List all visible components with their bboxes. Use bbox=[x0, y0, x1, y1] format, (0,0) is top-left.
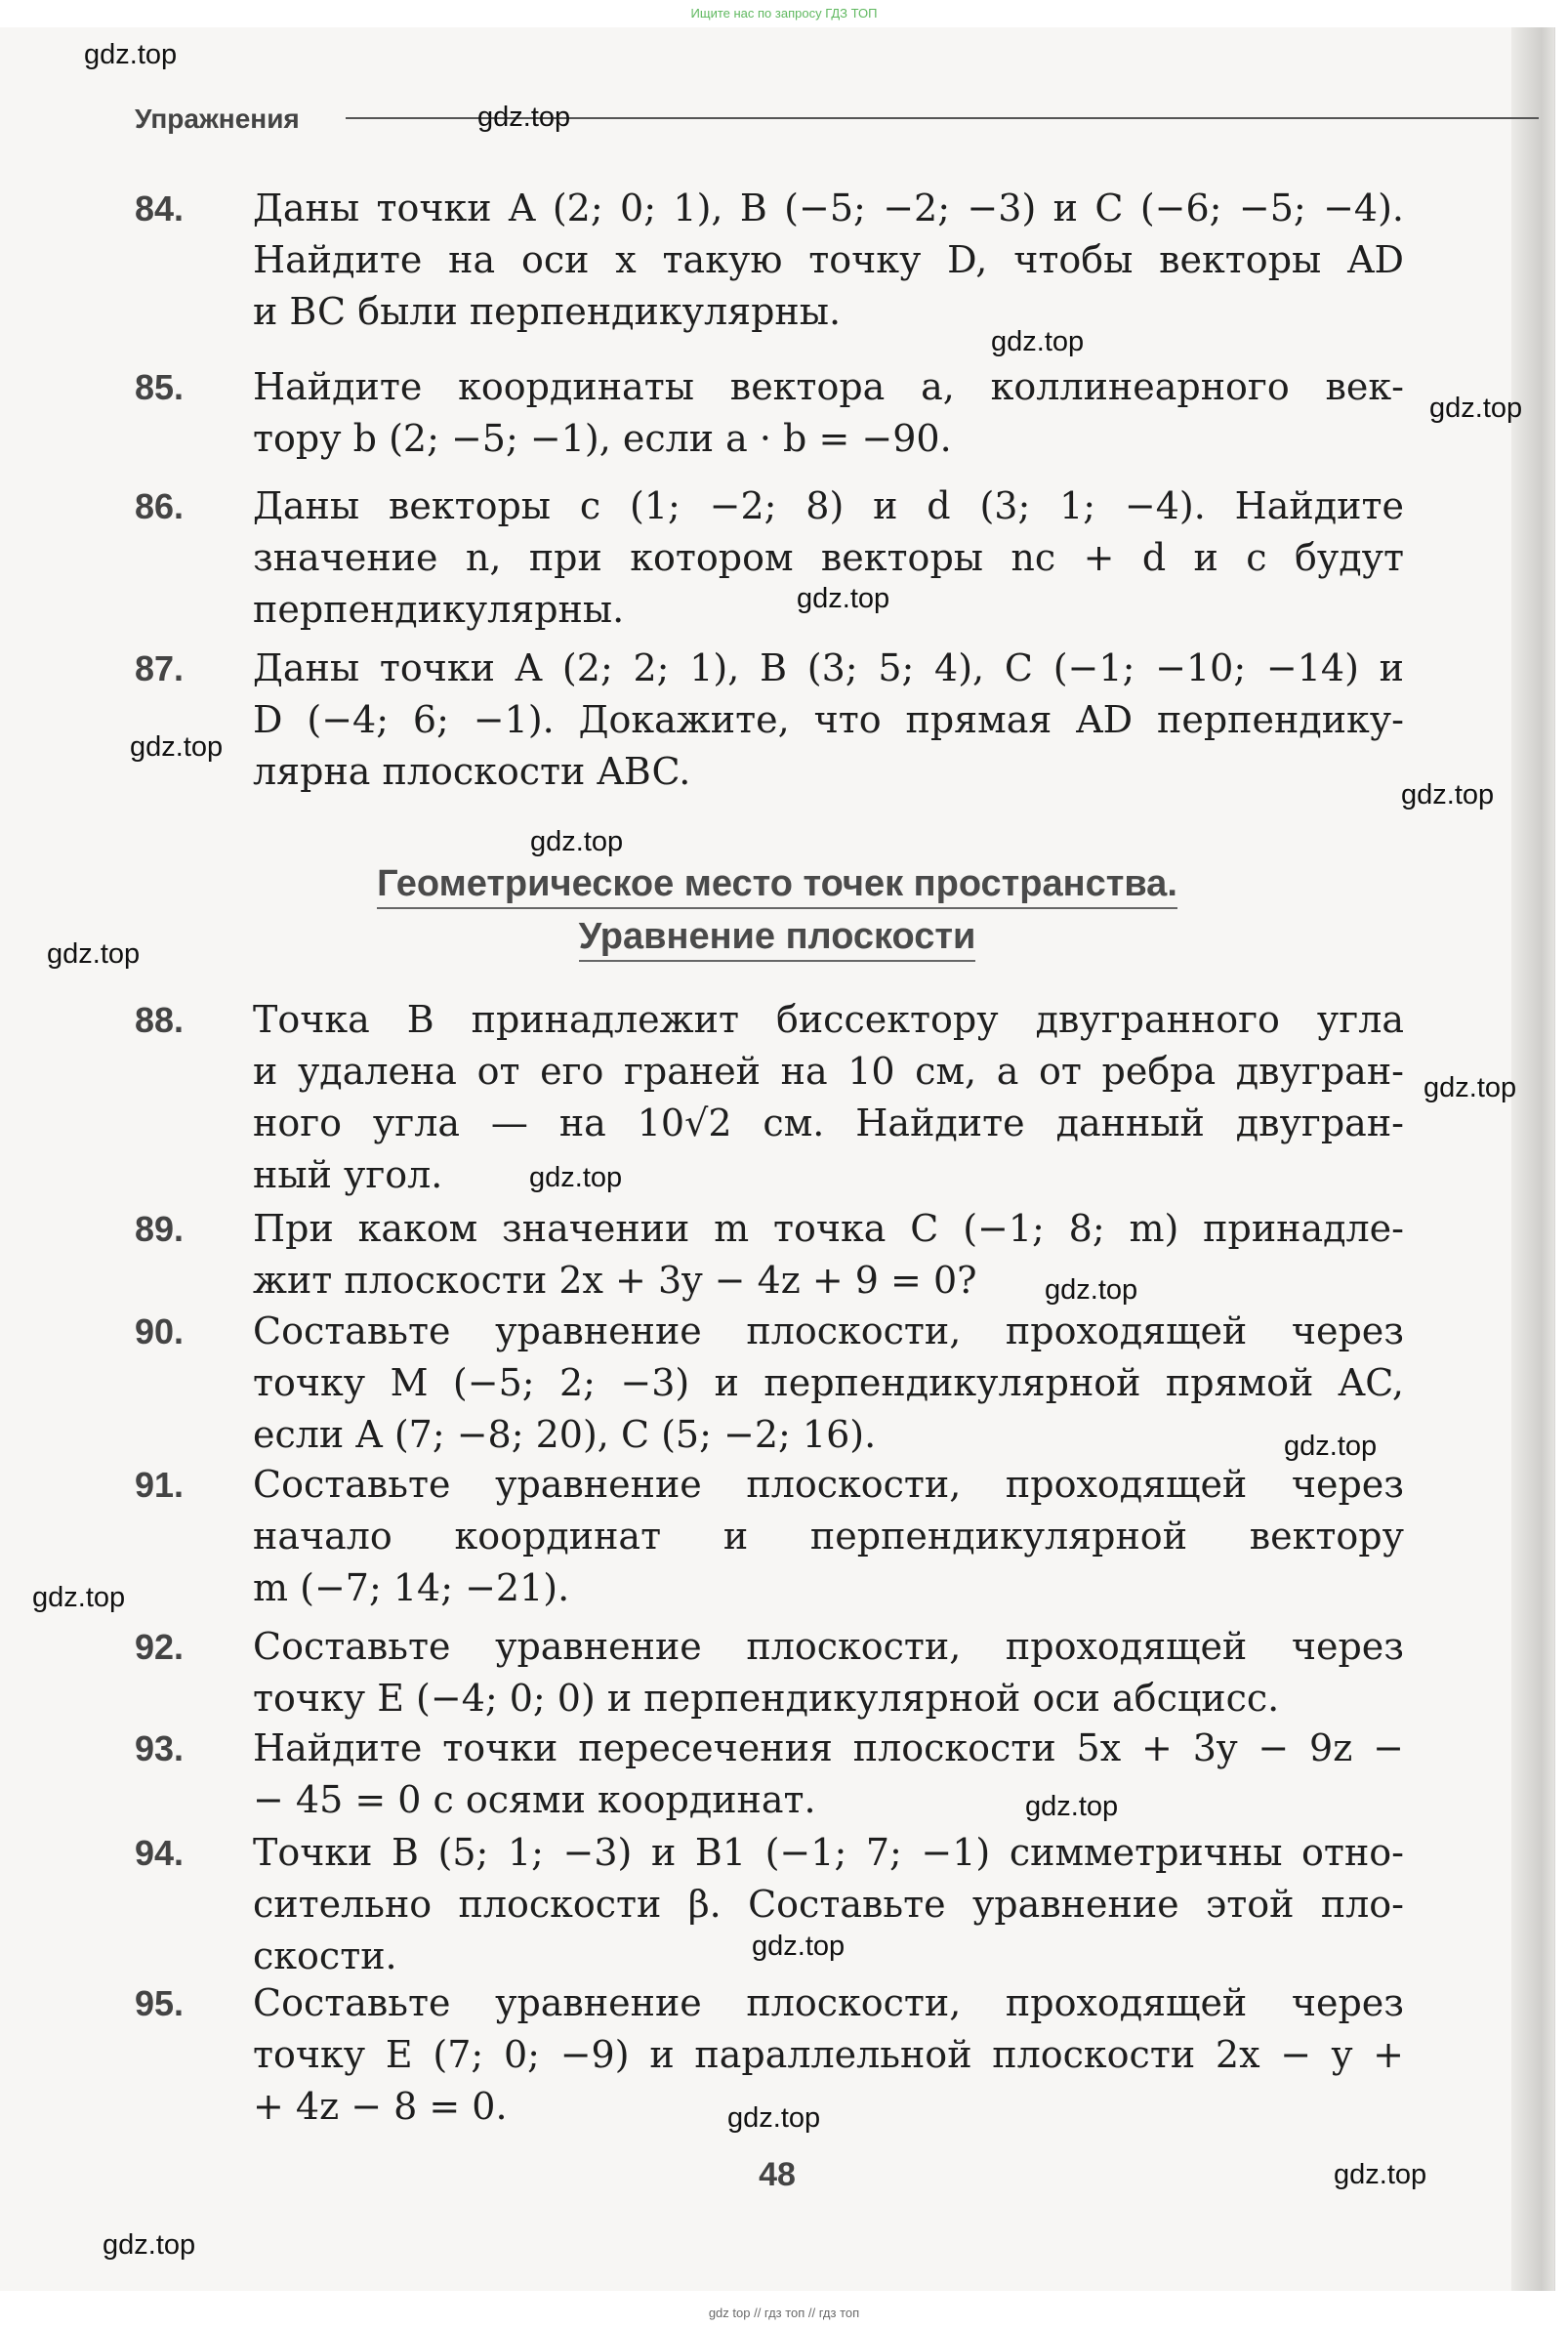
top-ad-link[interactable]: Ищите нас по запросу ГДЗ ТОП bbox=[690, 6, 878, 21]
exercise-line: − 45 = 0 с осями координат. bbox=[253, 1778, 816, 1821]
exercise-line: если A (7; −8; 20), C (5; −2; 16). bbox=[253, 1413, 877, 1456]
exercise-line: Точки B (5; 1; −3) и B1 (−1; 7; −1) симметричны отно- bbox=[253, 1831, 1404, 1874]
watermark: gdz.top bbox=[1334, 2159, 1427, 2190]
exercise-number: 85. bbox=[135, 367, 185, 407]
watermark: gdz.top bbox=[103, 2229, 196, 2261]
exercise-line: начало координат и перпендикулярной вектору bbox=[253, 1515, 1404, 1558]
exercise-line: значение n, при котором векторы nc + d и c будут bbox=[253, 536, 1404, 579]
exercise-number: 93. bbox=[135, 1728, 185, 1768]
scan-edge-shadow bbox=[1511, 27, 1554, 2291]
section-heading-line2 bbox=[0, 916, 1554, 962]
exercise-line: При каком значении m точка C (−1; 8; m) принадле- bbox=[253, 1207, 1404, 1250]
exercise-line: Составьте уравнение плоскости, проходящей через bbox=[253, 1981, 1404, 2024]
exercise-line: Даны точки A (2; 0; 1), B (−5; −2; −3) и C (−6; −5; −4). bbox=[253, 187, 1404, 229]
watermark: gdz.top bbox=[1401, 779, 1495, 810]
watermark: gdz.top bbox=[477, 102, 571, 133]
exercise-line: Составьте уравнение плоскости, проходящей через bbox=[253, 1625, 1404, 1668]
exercise-line: и удалена от его граней на 10 см, а от ребра двугран- bbox=[253, 1050, 1404, 1093]
section-label: Упражнения bbox=[135, 104, 300, 134]
exercise-line: + 4z − 8 = 0. bbox=[253, 2085, 508, 2128]
exercise-line: D (−4; 6; −1). Докажите, что прямая AD перпендику- bbox=[253, 698, 1404, 741]
exercise-number: 90. bbox=[135, 1311, 185, 1351]
watermark: gdz.top bbox=[752, 1931, 846, 1962]
watermark: gdz.top bbox=[84, 39, 178, 70]
exercise-line: лярна плоскости ABC. bbox=[253, 750, 691, 793]
watermark: gdz.top bbox=[32, 1582, 126, 1613]
exercise-line: точку E (−4; 0; 0) и перпендикулярной оси абсцисс. bbox=[253, 1677, 1280, 1720]
watermark: gdz.top bbox=[1045, 1274, 1138, 1306]
heading-text: Геометрическое место точек пространства. bbox=[377, 863, 1177, 909]
exercise-number: 86. bbox=[135, 486, 185, 526]
watermark: gdz.top bbox=[1429, 393, 1523, 424]
exercise-line: m (−7; 14; −21). bbox=[253, 1566, 570, 1609]
exercise-89 bbox=[135, 1203, 1404, 1307]
watermark: gdz.top bbox=[1424, 1072, 1517, 1103]
exercise-line: и BC были перпендикулярны. bbox=[253, 290, 842, 333]
exercise-number: 84. bbox=[135, 188, 185, 229]
exercise-number: 91. bbox=[135, 1465, 185, 1505]
watermark: gdz.top bbox=[47, 938, 141, 970]
page-number: 48 bbox=[759, 2156, 796, 2193]
exercise-85 bbox=[135, 361, 1404, 465]
exercise-line: Найдите на оси x такую точку D, чтобы векторы AD bbox=[253, 238, 1404, 281]
exercise-line: точку M (−5; 2; −3) и перпендикулярной прямой AC, bbox=[253, 1361, 1404, 1404]
watermark: gdz.top bbox=[991, 326, 1085, 357]
watermark: gdz.top bbox=[529, 1162, 623, 1193]
exercise-line: Даны точки A (2; 2; 1), B (3; 5; 4), C (−1; −10; −14) и bbox=[253, 646, 1404, 689]
exercise-number: 92. bbox=[135, 1627, 185, 1667]
exercise-line: Даны векторы c (1; −2; 8) и d (3; 1; −4). Найдите bbox=[253, 484, 1404, 527]
exercise-line: жит плоскости 2x + 3y − 4z + 9 = 0? bbox=[253, 1259, 977, 1302]
exercise-92 bbox=[135, 1621, 1404, 1724]
exercise-number: 87. bbox=[135, 648, 185, 688]
heading-text: Уравнение плоскости bbox=[579, 916, 976, 962]
exercise-87 bbox=[135, 643, 1404, 798]
exercise-number: 88. bbox=[135, 1000, 185, 1040]
exercise-line: Составьте уравнение плоскости, проходящей через bbox=[253, 1463, 1404, 1506]
section-header bbox=[135, 104, 1404, 133]
exercise-number: 95. bbox=[135, 1983, 185, 2023]
exercise-88 bbox=[135, 994, 1404, 1201]
watermark: gdz.top bbox=[727, 2102, 821, 2134]
bottom-ad-link[interactable]: gdz top // гдз топ // гдз топ bbox=[708, 2306, 860, 2320]
exercise-line: перпендикулярны. bbox=[253, 588, 625, 631]
exercise-line: ный угол. bbox=[253, 1153, 443, 1196]
watermark: gdz.top bbox=[530, 826, 624, 857]
exercise-86 bbox=[135, 480, 1404, 636]
exercise-line: точку E (7; 0; −9) и параллельной плоскости 2x − y + bbox=[253, 2033, 1404, 2076]
exercise-number: 94. bbox=[135, 1833, 185, 1873]
exercise-91 bbox=[135, 1459, 1404, 1614]
exercise-93 bbox=[135, 1723, 1404, 1826]
exercise-line: скости. bbox=[253, 1934, 397, 1977]
section-heading-line1 bbox=[0, 863, 1554, 909]
watermark: gdz.top bbox=[1025, 1791, 1119, 1822]
exercise-line: Найдите точки пересечения плоскости 5x + 3y − 9z − bbox=[253, 1726, 1404, 1769]
exercise-line: ного угла — на 10√2 см. Найдите данный двугран- bbox=[253, 1101, 1404, 1144]
exercise-line: Точка B принадлежит биссектору двугранного угла bbox=[253, 998, 1404, 1041]
exercise-line: Составьте уравнение плоскости, проходящей через bbox=[253, 1309, 1404, 1352]
exercise-line: Найдите координаты вектора a, коллинеарного век- bbox=[253, 365, 1404, 408]
exercise-84 bbox=[135, 183, 1404, 338]
exercise-line: тору b (2; −5; −1), если a · b = −90. bbox=[253, 417, 952, 460]
watermark: gdz.top bbox=[130, 731, 224, 763]
watermark: gdz.top bbox=[797, 583, 890, 614]
exercise-line: сительно плоскости β. Составьте уравнение этой пло- bbox=[253, 1883, 1404, 1926]
exercise-90 bbox=[135, 1306, 1404, 1461]
watermark: gdz.top bbox=[1284, 1431, 1378, 1462]
exercise-number: 89. bbox=[135, 1209, 185, 1249]
